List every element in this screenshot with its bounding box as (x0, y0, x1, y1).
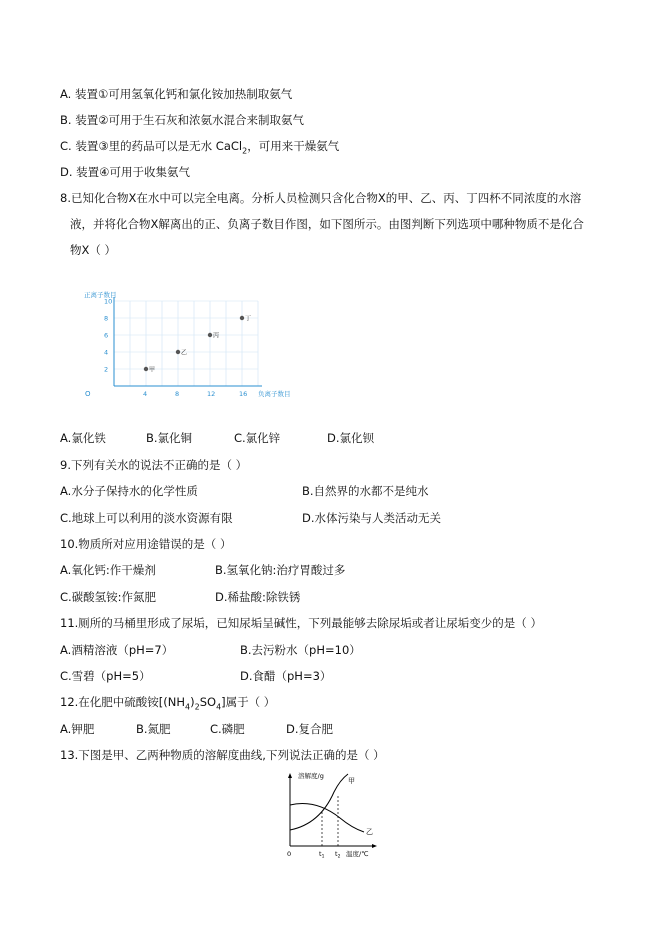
data-point-label: 丁 (245, 315, 252, 323)
q10-option-b: B.氢氧化钠:治疗胃酸过多 (215, 563, 346, 577)
q7-option-c (60, 138, 339, 159)
data-point (176, 350, 180, 354)
q12-stem-b: ) (190, 695, 195, 709)
q8-option-b: B.氯化铜 (146, 431, 193, 445)
q12-option-d: D.复合肥 (286, 722, 334, 736)
x-tick-label: 4 (143, 390, 148, 398)
q7-option-d: D. 装置④可用于收集氨气 (60, 165, 190, 179)
q8-stem-line-2: 液，并将化合物X解离出的正、负离子数目作图，如下图所示。由图判断下列选项中哪种物质不是化合 (70, 217, 584, 231)
chart-grid (114, 301, 258, 386)
q8-option-c: C.氯化锌 (234, 431, 281, 445)
q12-sub-1: 4 (185, 702, 191, 712)
q12-stem (60, 694, 275, 715)
q9-option-a: A.水分子保持水的化学性质 (60, 484, 198, 498)
q8-option-d: D.氯化钡 (327, 431, 375, 445)
chart-origin-label: O (85, 390, 91, 398)
q12-stem-c: SO (199, 695, 217, 709)
chart-points (144, 316, 251, 374)
data-point (208, 333, 212, 337)
ion-count-chart (78, 282, 298, 402)
q9-stem: 9.下列有关水的说法不正确的是（ ） (60, 458, 248, 472)
data-point-label: 丙 (213, 332, 220, 340)
q8-option-a: A.氯化铁 (60, 431, 106, 445)
q7-option-a: A. 装置①可用氢氧化钙和氯化铵加热制取氨气 (60, 87, 293, 101)
q8-stem-line-1: 8.已知化合物X在水中可以完全电离。分析人员检测只含化合物X的甲、乙、丙、丁四杯不同浓度的水溶 (60, 191, 582, 205)
y-tick-label: 2 (104, 365, 109, 374)
t2-label: $t_2$ (335, 850, 341, 858)
q12-sub-2: 2 (194, 702, 200, 712)
q11-option-d: D.食醋（pH=3） (240, 669, 332, 683)
data-point-label: 乙 (181, 349, 188, 357)
q12-stem-a: 12.在化肥中硫酸铵[(NH (60, 695, 186, 709)
q7-option-c-text: C. 装置③里的药品可以是无水 CaCl (60, 139, 243, 153)
curve-jia-label: 甲 (348, 777, 355, 785)
y-tick-label: 8 (104, 314, 109, 323)
q10-stem: 10.物质所对应用途错误的是（ ） (60, 537, 232, 551)
q13-stem: 13.下图是甲、乙两种物质的溶解度曲线,下列说法正确的是（ ） (60, 748, 385, 762)
solubility-x-arrow (372, 844, 377, 848)
q12-option-b: B.氮肥 (136, 722, 171, 736)
q12-option-c: C.磷肥 (210, 722, 245, 736)
solubility-y-arrow (288, 773, 292, 778)
q7-option-b: B. 装置②可用于生石灰和浓氨水混合来制取氨气 (60, 113, 305, 127)
x-tick-label: 16 (239, 390, 248, 398)
data-point (240, 316, 244, 320)
q12-sub-3: 4 (216, 702, 222, 712)
curve-yi-label: 乙 (366, 828, 373, 836)
data-point-label: 甲 (149, 366, 156, 374)
data-point (144, 367, 148, 371)
q10-option-a: A.氧化钙:作干燥剂 (60, 563, 156, 577)
curve-yi (290, 804, 364, 832)
q12-option-a: A.钾肥 (60, 722, 95, 736)
chart-x-axis-label: 负离子数目 (258, 390, 291, 398)
q9-option-b: B.自然界的水都不是纯水 (302, 484, 429, 498)
solubility-y-label: 溶解度/g (298, 772, 324, 780)
y-tick-label: 6 (104, 331, 109, 340)
q7-option-c-sub: 2 (242, 146, 248, 156)
chart-axes (114, 297, 262, 386)
q11-option-a: A.酒精溶液（pH=7） (60, 643, 174, 657)
chart-y-axis-label: 正离子数目 (84, 291, 117, 299)
solubility-curve-figure (282, 768, 382, 858)
q9-option-c: C.地球上可以利用的淡水资源有限 (60, 511, 233, 525)
solubility-x-label: 温度/℃ (346, 850, 369, 858)
q10-option-d: D.稀盐酸:除铁锈 (215, 590, 301, 604)
q9-option-d: D.水体污染与人类活动无关 (302, 511, 442, 525)
x-tick-label: 12 (207, 390, 216, 398)
t1-label: $t_1$ (319, 850, 325, 858)
q10-option-c: C.碳酸氢铵:作氮肥 (60, 590, 157, 604)
y-tick-label: 10 (104, 297, 113, 306)
q8-stem-line-3: 物X（ ） (70, 243, 117, 257)
curve-jia (290, 774, 348, 830)
x-tick-label: 8 (175, 390, 180, 398)
q11-option-c: C.雪碧（pH=5） (60, 669, 151, 683)
q11-stem: 11.厕所的马桶里形成了尿垢，已知尿垢呈碱性，下列最能够去除尿垢或者让尿垢变少的是（ ） (60, 616, 542, 630)
q7-option-c-tail: ，可用来干燥氨气 (247, 139, 340, 153)
y-tick-label: 4 (104, 348, 109, 357)
q11-option-b: B.去污粉水（pH=10） (240, 643, 361, 657)
q12-stem-d: ]属于（ ） (221, 695, 276, 709)
solubility-origin: 0 (287, 850, 292, 858)
